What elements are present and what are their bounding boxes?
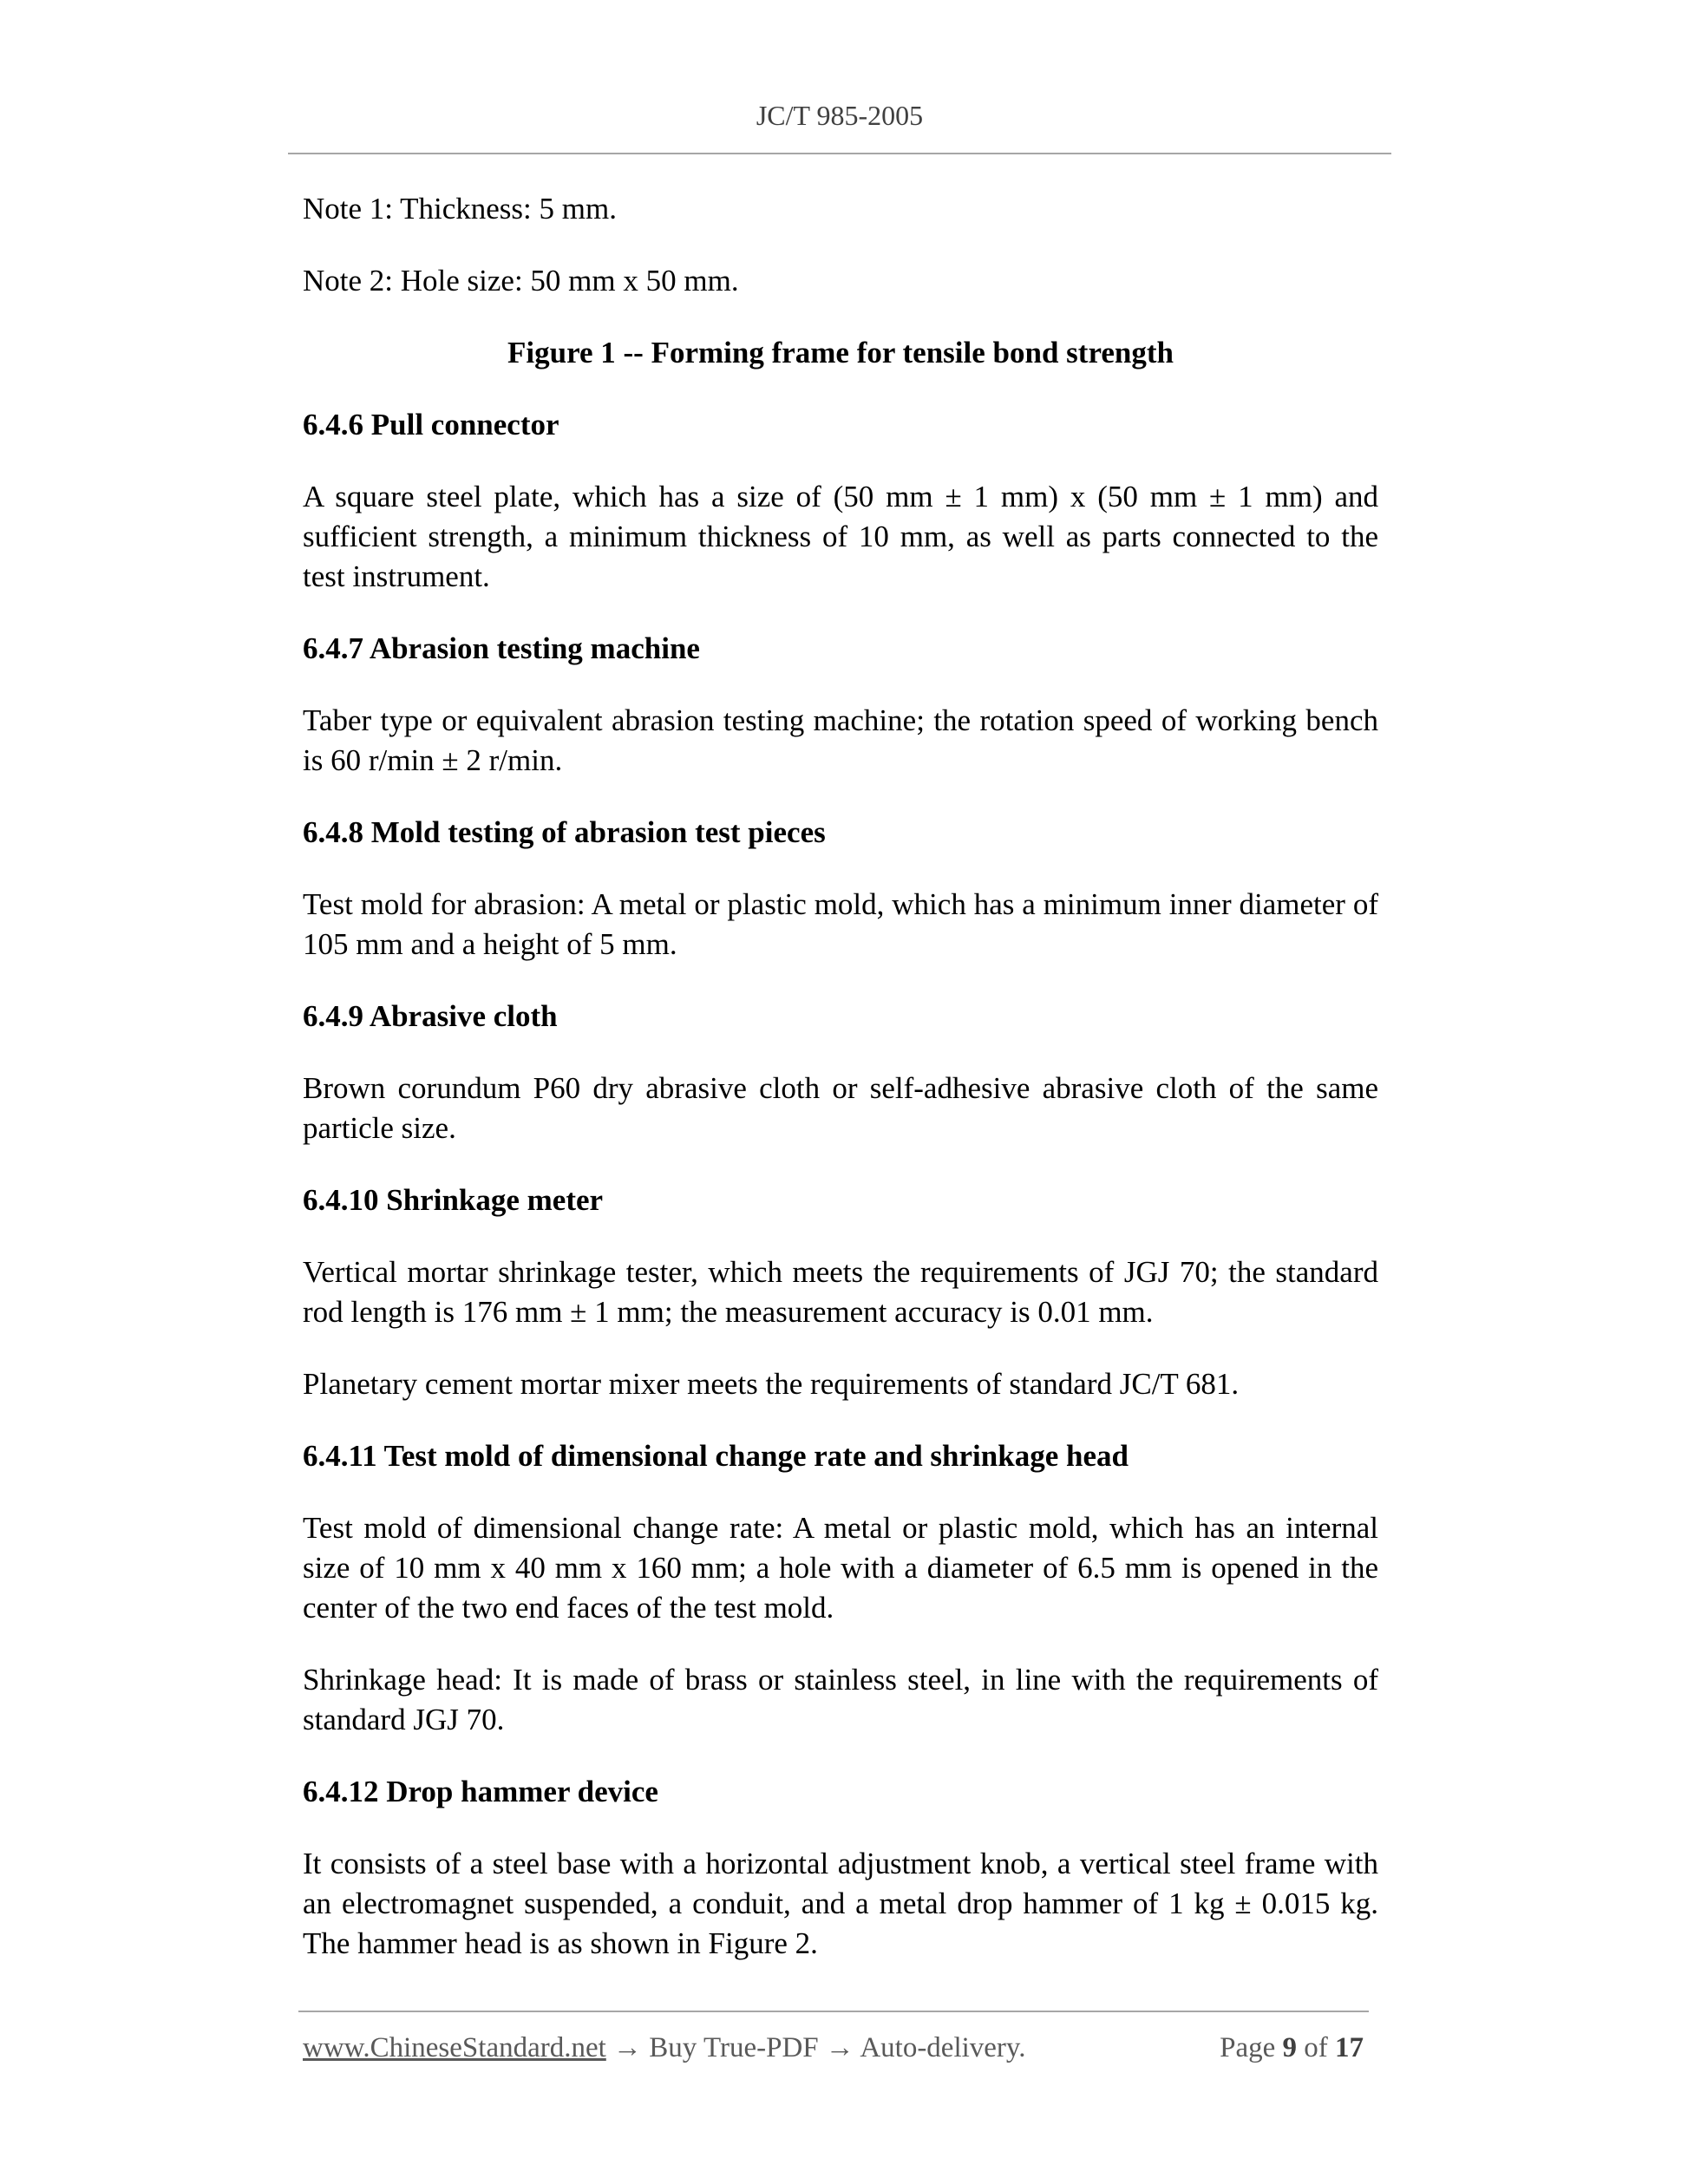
section-6-4-8-text: Test mold for abrasion: A metal or plastic mold, which has a minimum inner diameter of 105 mm and a height of 5 mm. [303, 887, 1378, 961]
section-6-4-10-text-2: Planetary cement mortar mixer meets the requirements of standard JC/T 681. [303, 1367, 1240, 1401]
page-current: 9 [1282, 2032, 1297, 2063]
section-6-4-10-heading: 6.4.10 Shrinkage meter [303, 1183, 604, 1217]
page-header: JC/T 985-2005 [756, 100, 924, 131]
section-6-4-7-text: Taber type or equivalent abrasion testing machine; the rotation speed of working bench is 60 r/min ± 2 r/min. [303, 703, 1378, 777]
auto-delivery-text: Auto-delivery. [860, 2032, 1026, 2063]
section-6-4-12-text: It consists of a steel base with a horizontal adjustment knob, a vertical steel frame with an electromagnet suspended, a conduit, and a metal drop hammer of 1 kg ± 0.015 kg. The hammer head is as shown in Figure 2. [303, 1847, 1378, 1960]
site-link[interactable]: www.ChineseStandard.net [303, 2032, 606, 2063]
section-6-4-11-text-1: Test mold of dimensional change rate: A metal or plastic mold, which has an internal size of 10 mm x 40 mm x 160 mm; a hole with a diameter of 6.5 mm is opened in the center of the two end faces of the test mold. [303, 1511, 1378, 1625]
footer-divider [298, 2011, 1369, 2012]
page-number [1220, 2030, 1364, 2065]
note-1: Note 1: Thickness: 5 mm. [303, 192, 617, 226]
section-6-4-6-text: A square steel plate, which has a size of (50 mm ± 1 mm) x (50 mm ± 1 mm) and sufficient strength, a minimum thickness of 10 mm, as well as parts connected to the test instrument. [303, 480, 1378, 593]
section-6-4-12-heading: 6.4.12 Drop hammer device [303, 1775, 658, 1808]
footer-promo [303, 2030, 1026, 2065]
figure-1-caption: Figure 1 -- Forming frame for tensile bond strength [507, 336, 1174, 369]
arrow-right-icon: → [613, 2032, 643, 2063]
page-label: Page [1220, 2032, 1276, 2063]
section-6-4-7-heading: 6.4.7 Abrasion testing machine [303, 631, 700, 665]
section-6-4-10-text-1: Vertical mortar shrinkage tester, which meets the requirements of JGJ 70; the standard rod length is 176 mm ± 1 mm; the measurement accuracy is 0.01 mm. [303, 1255, 1378, 1329]
section-6-4-8-heading: 6.4.8 Mold testing of abrasion test pieces [303, 815, 826, 849]
section-6-4-9-text: Brown corundum P60 dry abrasive cloth or self-adhesive abrasive cloth of the same particle size. [303, 1071, 1378, 1145]
arrow-right-icon: → [825, 2032, 854, 2063]
section-6-4-11-heading: 6.4.11 Test mold of dimensional change rate and shrinkage head [303, 1439, 1129, 1473]
document-body [303, 189, 1378, 1996]
section-6-4-11-text-2: Shrinkage head: It is made of brass or stainless steel, in line with the requirements of standard JGJ 70. [303, 1663, 1378, 1736]
page-total: 17 [1335, 2032, 1364, 2063]
note-2: Note 2: Hole size: 50 mm x 50 mm. [303, 264, 739, 298]
section-6-4-6-heading: 6.4.6 Pull connector [303, 408, 559, 441]
of-label: of [1304, 2032, 1328, 2063]
section-6-4-9-heading: 6.4.9 Abrasive cloth [303, 999, 558, 1033]
buy-true-pdf-text: Buy True-PDF [649, 2032, 819, 2063]
header-divider [288, 153, 1391, 154]
